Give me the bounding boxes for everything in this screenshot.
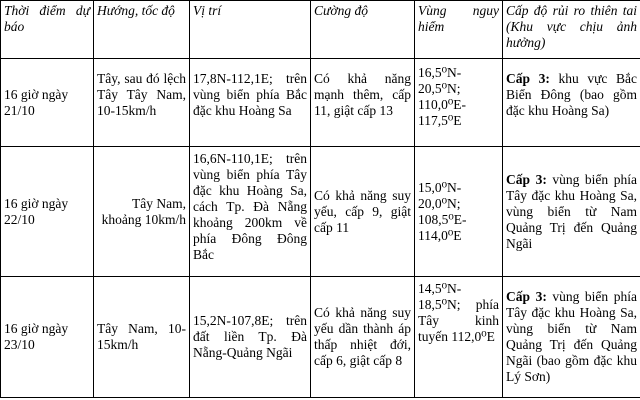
cell-direction: Tây Nam, 10-15km/h (94, 277, 190, 398)
cell-position: 16,6N-110,1E; trên vùng biển phía Tây đặc khu Hoàng Sa, cách Tp. Đà Nẵng khoảng 200km về phía Đông Đông Bắc (190, 147, 311, 277)
cell-time: 16 giờ ngày 21/10 (1, 59, 94, 147)
header-position: Vị trí (190, 1, 311, 59)
cell-direction: Tây, sau đó lệch Tây Tây Nam, 10-15km/h (94, 59, 190, 147)
table-row (1, 147, 640, 277)
header-intensity: Cường độ (311, 1, 415, 59)
header-direction-speed: Hướng, tốc độ (94, 1, 190, 59)
cell-danger-zone: 16,5⁰N-20,5⁰N; 110,0⁰E-117,5⁰E (415, 59, 503, 147)
risk-area-text: vùng biển phía Tây đặc khu Hoàng Sa, vùng biển từ Nam Quảng Trị đến Quảng Ngãi (bao gồm đặc khu Lý Sơn) (506, 289, 637, 384)
risk-level-label: Cấp 3: (506, 71, 550, 86)
cell-position: 17,8N-112,1E; trên vùng biển phía Bắc đặc khu Hoàng Sa (190, 59, 311, 147)
cell-intensity: Có khả năng suy yếu dần thành áp thấp nhiệt đới, cấp 6, giật cấp 8 (311, 277, 415, 398)
header-forecast-time: Thời điểm dự báo (1, 1, 94, 59)
risk-level-label: Cấp 3: (506, 171, 547, 187)
table-row (1, 277, 640, 398)
cell-danger-zone: 15,0⁰N-20,0⁰N; 108,5⁰E-114,0⁰E (415, 147, 503, 277)
table-header-row (1, 1, 640, 59)
risk-level-label: Cấp 3: (506, 289, 547, 304)
cell-time: 16 giờ ngày 22/10 (1, 147, 94, 277)
header-danger-zone: Vùng nguy hiểm (415, 1, 503, 59)
header-risk-level: Cấp độ rủi ro thiên tai (Khu vực chịu ảnh hưởng) (503, 1, 640, 59)
cell-risk (503, 277, 640, 398)
cell-position: 15,2N-107,8E; trên đất liền Tp. Đà Nẵng-Quảng Ngãi (190, 277, 311, 398)
risk-area-text: vùng biển phía Tây đặc khu Hoàng Sa, vùng biển từ Nam Quảng Trị đến Quảng Ngãi (506, 171, 637, 251)
risk-area-text: khu vực Bắc Biển Đông (bao gồm đặc khu Hoàng Sa) (506, 71, 637, 118)
cell-time: 16 giờ ngày 23/10 (1, 277, 94, 398)
cell-intensity: Có khả năng suy yếu, cấp 9, giật cấp 11 (311, 147, 415, 277)
cell-intensity: Có khả năng mạnh thêm, cấp 11, giật cấp 13 (311, 59, 415, 147)
cell-direction: Tây Nam, khoảng 10km/h (94, 147, 190, 277)
cell-danger-zone: 14,5⁰N-18,5⁰N; phía Tây kinh tuyến 112,0⁰E (415, 277, 503, 398)
table-row (1, 59, 640, 147)
cell-risk (503, 59, 640, 147)
cell-risk (503, 147, 640, 277)
